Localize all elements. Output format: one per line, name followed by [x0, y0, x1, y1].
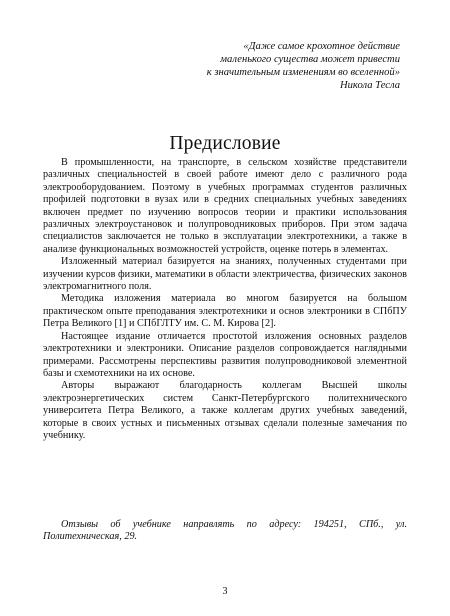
epigraph-line: маленького существа может привести: [220, 54, 400, 65]
paragraph: Авторы выражают благодарность коллегам Высшей школы электроэнергетических систем Санкт-Петербургского политехнического университета Петра Великого, а также коллегам других учебных заведений, которые в своих устных и письменных отзывах сделали полезные замечания по учебнику.: [43, 380, 407, 441]
page-title: Предисловие: [169, 133, 281, 154]
preface-body: [43, 157, 407, 442]
epigraph: [100, 40, 400, 92]
page-number: 3: [222, 586, 228, 597]
feedback-text: Отзывы об учебнике направлять по адресу: 194251, СПб., ул. Политехническая, 29.: [43, 519, 407, 543]
epigraph-line: «Даже самое крохотное действие: [243, 41, 400, 52]
epigraph-line: к значительным изменениям во вселенной»: [206, 67, 400, 78]
feedback-note: [43, 519, 407, 544]
epigraph-author: Никола Тесла: [339, 80, 400, 91]
paragraph: В промышленности, на транспорте, в сельском хозяйстве представители различных специальностей в своей работе имеют дело с различного рода электрооборудованием. Поэтому в учебных программах студентов различных профилей подготовки в вузах или в средних специальных учебных заведениях включен предмет по изучению вопросов теории и практики использования различных электроустановок и полупроводниковых приборов. При этом задача специалистов заключается не только в эксплуатации электротехники, а также в анализе функциональных возможностей устройств, оценке потерь в элементах.: [43, 157, 407, 255]
paragraph: Изложенный материал базируется на знаниях, полученных студентами при изучении курсов физики, математики в области электричества, физических законов электромагнитного поля.: [43, 256, 407, 293]
paragraph: Настоящее издание отличается простотой изложения основных разделов электротехники и электроники. Описание разделов сопровождается наглядными примерами. Рассмотрены перспективы развития полупроводниковой элементной базы и схемотехники на их основе.: [43, 330, 407, 379]
paragraph: Методика изложения материала во многом базируется на большом практическом опыте преподавания электротехники и основ электроники в СПбПУ Петра Великого [1] и СПбГЛТУ им. С. М. Кирова [2].: [43, 293, 407, 330]
